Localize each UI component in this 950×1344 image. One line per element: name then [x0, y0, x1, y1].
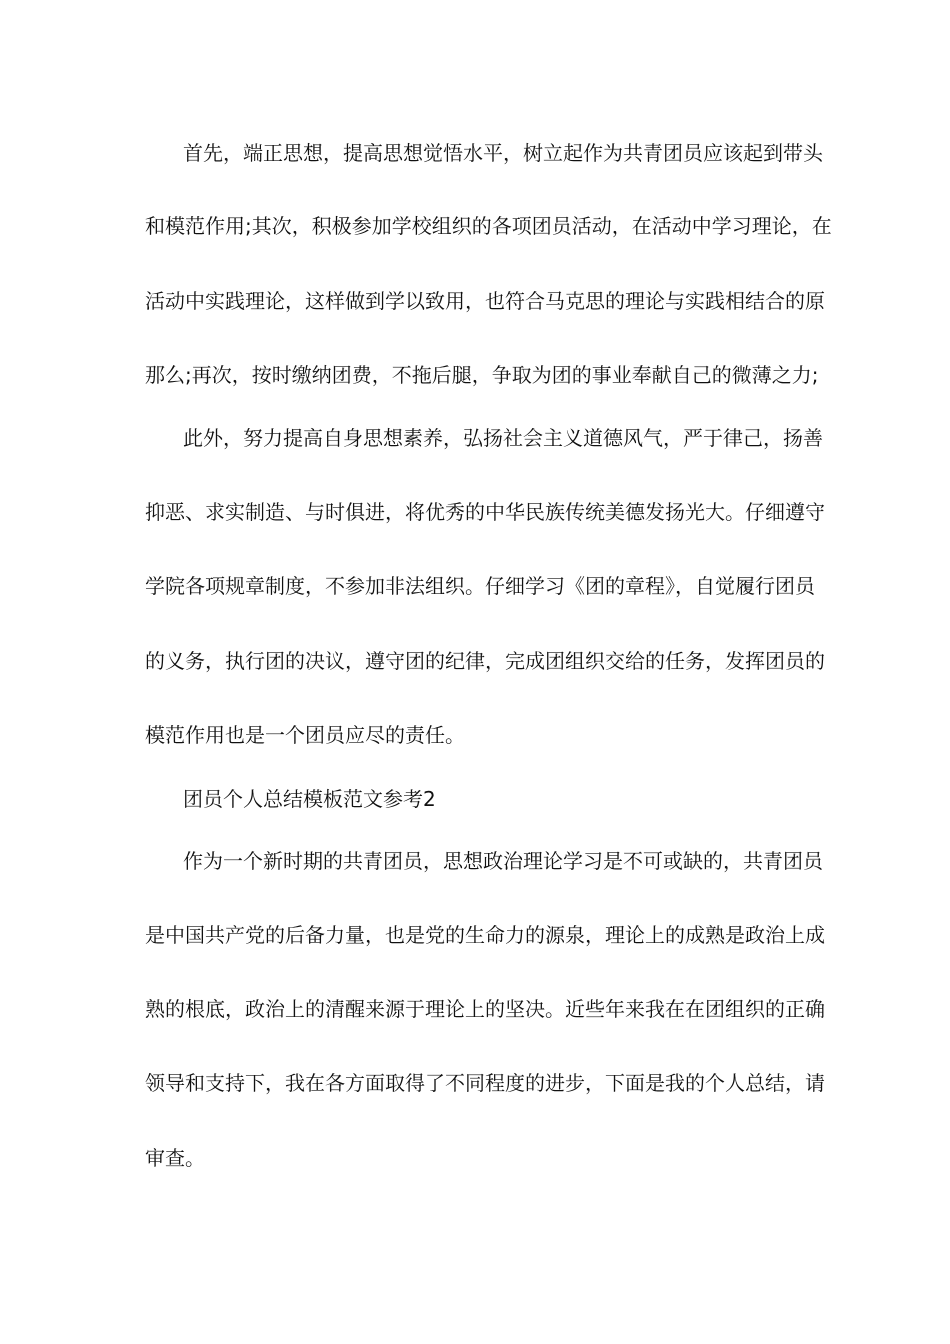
paragraph-2-line-3: 学院各项规章制度，不参加非法组织。仔细学习《团的章程》，自觉履行团员 — [145, 574, 815, 598]
paragraph-2-line-1: 此外，努力提高自身思想素养，弘扬社会主义道德风气，严于律己，扬善 — [183, 426, 823, 450]
paragraph-1-line-2: 和模范作用;其次，积极参加学校组织的各项团员活动，在活动中学习理论，在 — [145, 214, 832, 238]
section-title: 团员个人总结模板范文参考2 — [183, 787, 436, 811]
paragraph-3-line-1: 作为一个新时期的共青团员，思想政治理论学习是不可或缺的，共青团员 — [183, 849, 823, 873]
paragraph-2-line-4: 的义务，执行团的决议，遵守团的纪律，完成团组织交给的任务，发挥团员的 — [145, 649, 825, 673]
paragraph-1-line-4: 那么;再次，按时缴纳团费，不拖后腿，争取为团的事业奉献自己的微薄之力; — [145, 363, 819, 387]
paragraph-3-line-3: 熟的根底，政治上的清醒来源于理论上的坚决。近些年来我在在团组织的正确 — [145, 997, 825, 1021]
paragraph-1-line-1: 首先，端正思想，提高思想觉悟水平，树立起作为共青团员应该起到带头 — [183, 141, 823, 165]
paragraph-2-line-5: 模范作用也是一个团员应尽的责任。 — [145, 723, 465, 747]
paragraph-1-line-3: 活动中实践理论，这样做到学以致用，也符合马克思的理论与实践相结合的原 — [145, 289, 825, 313]
paragraph-3-line-4: 领导和支持下，我在各方面取得了不同程度的进步，下面是我的个人总结，请 — [145, 1071, 825, 1095]
paragraph-3-line-5: 审查。 — [145, 1146, 205, 1170]
paragraph-2-line-2: 抑恶、求实制造、与时俱进，将优秀的中华民族传统美德发扬光大。仔细遵守 — [145, 500, 825, 524]
paragraph-3-line-2: 是中国共产党的后备力量，也是党的生命力的源泉，理论上的成熟是政治上成 — [145, 923, 825, 947]
